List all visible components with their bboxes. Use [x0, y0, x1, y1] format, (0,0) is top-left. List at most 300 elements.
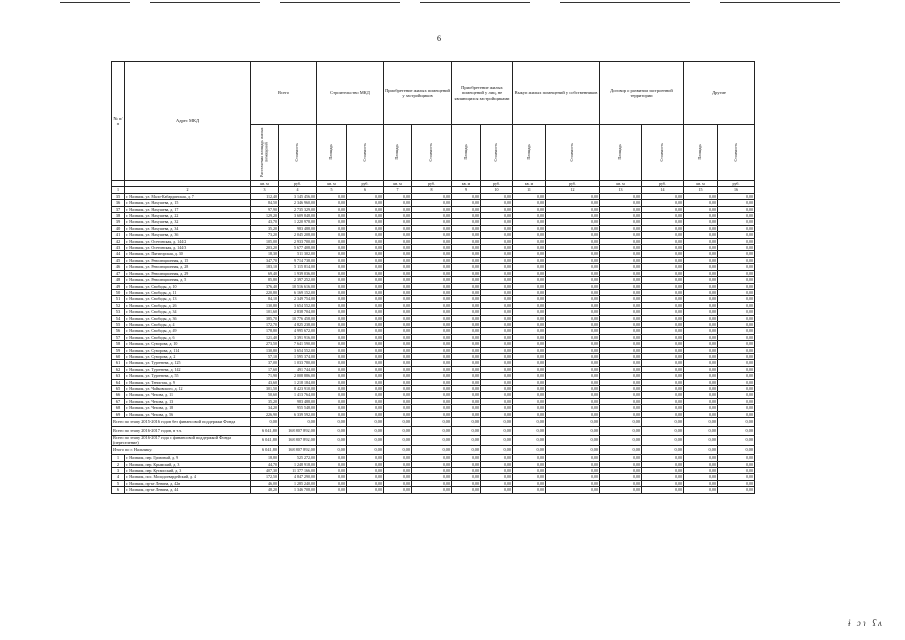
cell-zero: 0,00 [513, 392, 546, 398]
cell-zero: 0,00 [481, 366, 513, 372]
cell-zero: 0,00 [642, 309, 684, 315]
cell-total-cost: 2 008 886,00 [279, 373, 317, 379]
cell-total-area: 112,40 [251, 193, 279, 199]
top-rule [150, 2, 260, 3]
cell-zero: 0,00 [718, 277, 755, 283]
cell-total-area: 73,20 [251, 232, 279, 238]
cell-row-number: 61 [112, 360, 125, 366]
cell-zero: 0,00 [481, 321, 513, 327]
cell-zero: 0,00 [452, 238, 481, 244]
cell-zero: 0,00 [513, 379, 546, 385]
cell-zero: 0,00 [317, 405, 347, 411]
cell-zero: 0,00 [412, 193, 452, 199]
cell-zero: 0,00 [452, 321, 481, 327]
cell-row-number: 60 [112, 353, 125, 359]
cell-zero: 0,00 [384, 321, 412, 327]
cell-zero: 0,00 [684, 213, 718, 219]
unit-rub: руб. [347, 181, 384, 187]
cell-total-cost: 4 995 672,00 [279, 328, 317, 334]
cell-row-number: 65 [112, 386, 125, 392]
cell-zero: 0,00 [317, 277, 347, 283]
cell-zero: 0,00 [317, 334, 347, 340]
cell-zero: 0,00 [452, 436, 481, 446]
header-total: Всего [251, 62, 317, 125]
cell-zero: 0,00 [384, 213, 412, 219]
cell-zero: 0,00 [317, 398, 347, 404]
cell-zero: 0,00 [642, 405, 684, 411]
cell-zero: 0,00 [546, 373, 600, 379]
cell-zero: 0,00 [513, 341, 546, 347]
cell-zero: 0,00 [546, 245, 600, 251]
cell-zero: 0,00 [513, 257, 546, 263]
cell-zero: 0,00 [513, 321, 546, 327]
cell-zero: 0,00 [684, 341, 718, 347]
cell-zero: 0,00 [642, 392, 684, 398]
cell-zero: 0,00 [642, 289, 684, 295]
cell-zero: 0,00 [642, 366, 684, 372]
cell-zero: 0,00 [600, 461, 642, 467]
cell-total-area: 35,20 [251, 398, 279, 404]
cell-zero: 0,00 [513, 232, 546, 238]
summary-label: Итого по г. Нальчику: [112, 446, 251, 455]
cell-zero: 0,00 [384, 436, 412, 446]
cell-zero: 0,00 [546, 455, 600, 461]
cell-zero: 0,00 [347, 257, 384, 263]
cell-total-area: 101,60 [251, 309, 279, 315]
cell-address: г. Нальчик, пер. Гризоный, д. 9 [125, 455, 251, 461]
cell-zero: 0,00 [513, 487, 546, 493]
cell-zero: 0,00 [718, 392, 755, 398]
cell-total-cost: 983 488,00 [279, 398, 317, 404]
cell-zero: 0,00 [513, 436, 546, 446]
cell-zero: 0,00 [513, 446, 546, 455]
cell-total-cost: 1 939 036,00 [279, 270, 317, 276]
cell-address: г. Нальчик, ул. Тургенева, д. 55 [125, 373, 251, 379]
cell-zero: 0,00 [412, 468, 452, 474]
cell-zero: 0,00 [347, 200, 384, 206]
cell-row-number: 48 [112, 277, 125, 283]
header-area: Площадь [684, 125, 718, 181]
cell-zero: 0,00 [546, 468, 600, 474]
cell-zero: 0,00 [384, 480, 412, 486]
cell-address: г. Нальчик, ул. Суворова, д. 114 [125, 347, 251, 353]
cell-total-area: 105,00 [251, 238, 279, 244]
cell-address: г. Нальчик, ул. Нахушева, д. 36 [125, 232, 251, 238]
cell-zero: 0,00 [384, 379, 412, 385]
cell-zero: 0,00 [412, 225, 452, 231]
cell-zero: 0,00 [384, 200, 412, 206]
cell-zero: 0,00 [600, 436, 642, 446]
cell-address: г. Нальчик, пос. Молодогвардейский, д. 4 [125, 474, 251, 480]
cell-zero: 0,00 [452, 468, 481, 474]
cell-zero: 0,00 [384, 427, 412, 436]
cell-total-area: 97,90 [251, 206, 279, 212]
cell-zero: 0,00 [347, 392, 384, 398]
cell-zero: 0,00 [452, 302, 481, 308]
cell-zero: 0,00 [317, 427, 347, 436]
cell-zero: 0,00 [546, 480, 600, 486]
cell-zero: 0,00 [718, 427, 755, 436]
cell-zero: 0,00 [317, 386, 347, 392]
cell-zero: 0,00 [513, 251, 546, 257]
cell-total-area: 84,50 [251, 200, 279, 206]
cell-zero: 0,00 [347, 321, 384, 327]
cell-zero: 0,00 [347, 436, 384, 446]
cell-total-area: 407,30 [251, 468, 279, 474]
column-number: 12 [546, 187, 600, 193]
cell-zero: 0,00 [600, 225, 642, 231]
cell-row-number: 37 [112, 206, 125, 212]
header-row-groups [112, 62, 755, 125]
cell-total-cost: 3 609 848,00 [279, 213, 317, 219]
cell-zero: 0,00 [317, 487, 347, 493]
cell-zero: 0,00 [684, 446, 718, 455]
cell-row-number: 46 [112, 264, 125, 270]
cell-zero: 0,00 [317, 296, 347, 302]
cell-zero: 0,00 [513, 289, 546, 295]
cell-zero: 0,00 [600, 386, 642, 392]
cell-zero: 0,00 [718, 418, 755, 427]
cell-zero: 0,00 [317, 468, 347, 474]
cell-address: г. Нальчик, ул. Революционная, д. 15 [125, 257, 251, 263]
cell-address: г. Нальчик, ул. Суворова, д. 2 [125, 353, 251, 359]
cell-zero: 0,00 [481, 309, 513, 315]
cell-zero: 0,00 [642, 219, 684, 225]
cell-zero: 0,00 [452, 455, 481, 461]
cell-zero: 0,00 [642, 487, 684, 493]
cell-zero: 0,00 [718, 321, 755, 327]
cell-zero: 0,00 [481, 315, 513, 321]
cell-zero: 0,00 [412, 418, 452, 427]
cell-zero: 0,00 [384, 446, 412, 455]
cell-zero: 0,00 [684, 200, 718, 206]
cell-zero: 0,00 [481, 283, 513, 289]
cell-total-cost: 525 272,00 [279, 455, 317, 461]
cell-zero: 0,00 [642, 264, 684, 270]
cell-zero: 0,00 [452, 379, 481, 385]
cell-zero: 0,00 [452, 366, 481, 372]
cell-zero: 0,00 [384, 315, 412, 321]
header-cost: Стоимость [412, 125, 452, 181]
cell-zero: 0,00 [513, 360, 546, 366]
cell-address: г. Нальчик, ул. Пятигорская, д. 30 [125, 251, 251, 257]
cell-zero: 0,00 [684, 283, 718, 289]
cell-zero: 0,00 [317, 245, 347, 251]
cell-zero: 0,00 [317, 219, 347, 225]
header-num: № п/п [112, 62, 125, 181]
cell-zero: 0,00 [481, 232, 513, 238]
cell-zero: 0,00 [452, 353, 481, 359]
cell-zero: 0,00 [317, 270, 347, 276]
cell-zero: 0,00 [546, 427, 600, 436]
cell-zero: 0,00 [347, 334, 384, 340]
cell-zero: 0,00 [481, 302, 513, 308]
cell-zero: 0,00 [718, 264, 755, 270]
cell-zero: 0,00 [347, 245, 384, 251]
header-cost: Стоимость [347, 125, 384, 181]
cell-zero: 0,00 [546, 386, 600, 392]
cell-zero: 0,00 [684, 386, 718, 392]
cell-address: г. Нальчик, ул. Свободы, д. 36 [125, 315, 251, 321]
cell-zero: 0,00 [642, 251, 684, 257]
cell-zero: 0,00 [347, 219, 384, 225]
column-number: 8 [412, 187, 452, 193]
cell-zero: 0,00 [317, 373, 347, 379]
cell-zero: 0,00 [481, 328, 513, 334]
cell-zero: 0,00 [718, 251, 755, 257]
cell-zero: 0,00 [546, 418, 600, 427]
cell-total-cost: 2 735 329,00 [279, 206, 317, 212]
cell-zero: 0,00 [600, 270, 642, 276]
cell-zero: 0,00 [347, 480, 384, 486]
cell-zero: 0,00 [642, 302, 684, 308]
cell-zero: 0,00 [684, 277, 718, 283]
cell-zero: 0,00 [317, 328, 347, 334]
cell-zero: 0,00 [452, 315, 481, 321]
header-cost: Стоимость [642, 125, 684, 181]
unit-sqm: кв. м [684, 181, 718, 187]
cell-zero: 0,00 [412, 257, 452, 263]
cell-zero: 0,00 [513, 315, 546, 321]
cell-zero: 0,00 [642, 474, 684, 480]
column-number: 15 [684, 187, 718, 193]
cell-zero: 0,00 [642, 296, 684, 302]
cell-zero: 0,00 [684, 232, 718, 238]
cell-total-cost: 1 033 780,00 [279, 360, 317, 366]
cell-zero: 0,00 [412, 232, 452, 238]
cell-zero: 0,00 [718, 455, 755, 461]
cell-zero: 0,00 [513, 474, 546, 480]
cell-zero: 0,00 [317, 474, 347, 480]
cell-zero: 0,00 [546, 392, 600, 398]
header-area: Площадь [384, 125, 412, 181]
column-number: 1 [112, 187, 125, 193]
cell-row-number: 64 [112, 379, 125, 385]
cell-address: г. Нальчик, ул. Свободы, д. 26 [125, 302, 251, 308]
cell-zero: 0,00 [452, 277, 481, 283]
cell-zero: 0,00 [384, 328, 412, 334]
cell-zero: 0,00 [642, 446, 684, 455]
cell-zero: 0,00 [317, 321, 347, 327]
cell-zero: 0,00 [718, 257, 755, 263]
cell-total-cost: 6 169 152,00 [279, 289, 317, 295]
cell-zero: 0,00 [347, 418, 384, 427]
cell-total-cost: 3 391 916,00 [279, 334, 317, 340]
cell-total-cost: 11 377 166,00 [279, 468, 317, 474]
cell-zero: 0,00 [384, 373, 412, 379]
cell-address: г. Нальчик, ул. Осетинская, д. 144/2 [125, 238, 251, 244]
cell-row-number: 4 [112, 474, 125, 480]
cell-zero: 0,00 [513, 418, 546, 427]
cell-total-area: 172,70 [251, 321, 279, 327]
cell-zero: 0,00 [600, 232, 642, 238]
cell-total-cost: 2 933 700,00 [279, 238, 317, 244]
cell-address: г. Нальчик, ул. Чехова, д. 13 [125, 398, 251, 404]
cell-row-number: 57 [112, 334, 125, 340]
cell-zero: 0,00 [718, 405, 755, 411]
cell-zero: 0,00 [718, 315, 755, 321]
cell-zero: 0,00 [347, 283, 384, 289]
cell-total-area: 6 041,80 [251, 427, 279, 436]
cell-zero: 0,00 [642, 200, 684, 206]
cell-zero: 0,00 [684, 373, 718, 379]
cell-zero: 0,00 [546, 257, 600, 263]
cell-address: г. Нальчик, пр-кт Ленина, д. 44 [125, 487, 251, 493]
cell-row-number: 49 [112, 283, 125, 289]
cell-zero: 0,00 [384, 251, 412, 257]
cell-zero: 0,00 [718, 302, 755, 308]
cell-zero: 0,00 [546, 436, 600, 446]
cell-row-number: 38 [112, 213, 125, 219]
cell-zero: 0,00 [684, 225, 718, 231]
unit-sqm: кв. м [251, 181, 279, 187]
cell-zero: 0,00 [600, 219, 642, 225]
unit-sqm: кв. м [600, 181, 642, 187]
cell-zero: 0,00 [642, 455, 684, 461]
cell-zero: 0,00 [347, 270, 384, 276]
cell-zero: 0,00 [384, 461, 412, 467]
cell-total-cost: 3 654 552,00 [279, 302, 317, 308]
cell-total-area: 129,20 [251, 213, 279, 219]
column-number: 4 [279, 187, 317, 193]
table-row [112, 487, 755, 493]
cell-zero: 0,00 [600, 455, 642, 461]
cell-zero: 0,00 [412, 302, 452, 308]
cell-zero: 0,00 [347, 206, 384, 212]
cell-row-number: 6 [112, 487, 125, 493]
cell-zero: 0,00 [347, 405, 384, 411]
cell-row-number: 63 [112, 373, 125, 379]
cell-zero: 0,00 [718, 468, 755, 474]
cell-zero: 0,00 [412, 277, 452, 283]
cell-zero: 0,00 [684, 238, 718, 244]
cell-zero: 0,00 [452, 328, 481, 334]
cell-zero: 0,00 [452, 219, 481, 225]
cell-zero: 0,00 [546, 405, 600, 411]
cell-zero: 0,00 [384, 296, 412, 302]
cell-zero: 0,00 [481, 213, 513, 219]
cell-zero: 0,00 [452, 296, 481, 302]
cell-zero: 0,00 [718, 411, 755, 417]
cell-zero: 0,00 [481, 474, 513, 480]
cell-zero: 0,00 [513, 225, 546, 231]
cell-zero: 0,00 [546, 446, 600, 455]
cell-zero: 0,00 [317, 283, 347, 289]
cell-zero: 0,00 [317, 200, 347, 206]
cell-zero: 0,00 [600, 480, 642, 486]
cell-zero: 0,00 [412, 379, 452, 385]
cell-zero: 0,00 [513, 270, 546, 276]
cell-zero: 0,00 [718, 360, 755, 366]
cell-zero: 0,00 [317, 238, 347, 244]
cell-zero: 0,00 [513, 366, 546, 372]
cell-zero: 0,00 [684, 411, 718, 417]
cell-zero: 0,00 [481, 386, 513, 392]
cell-zero: 0,00 [384, 341, 412, 347]
cell-zero: 0,00 [642, 373, 684, 379]
cell-row-number: 35 [112, 193, 125, 199]
cell-zero: 0,00 [513, 193, 546, 199]
cell-zero: 0,00 [642, 245, 684, 251]
cell-total-area: 46,00 [251, 480, 279, 486]
cell-zero: 0,00 [347, 446, 384, 455]
cell-zero: 0,00 [642, 360, 684, 366]
cell-zero: 0,00 [600, 347, 642, 353]
column-number: 7 [384, 187, 412, 193]
cell-total-area: 6 041,80 [251, 446, 279, 455]
cell-zero: 0,00 [412, 366, 452, 372]
cell-total-cost: 10 516 616,00 [279, 283, 317, 289]
cell-total-area: 226,90 [251, 411, 279, 417]
cell-zero: 0,00 [412, 474, 452, 480]
cell-zero: 0,00 [718, 341, 755, 347]
header-address: Адрес МКД [125, 62, 251, 181]
cell-zero: 0,00 [412, 398, 452, 404]
cell-zero: 0,00 [317, 341, 347, 347]
cell-zero: 0,00 [718, 270, 755, 276]
cell-zero: 0,00 [481, 270, 513, 276]
cell-total-area: 6 041,80 [251, 436, 279, 446]
cell-zero: 0,00 [684, 360, 718, 366]
cell-zero: 0,00 [642, 270, 684, 276]
cell-zero: 0,00 [384, 405, 412, 411]
cell-zero: 0,00 [452, 392, 481, 398]
cell-zero: 0,00 [684, 405, 718, 411]
cell-zero: 0,00 [513, 219, 546, 225]
cell-total-area: 130,80 [251, 347, 279, 353]
cell-total-area: 85,80 [251, 277, 279, 283]
cell-zero: 0,00 [642, 386, 684, 392]
cell-zero: 0,00 [317, 251, 347, 257]
cell-zero: 0,00 [684, 193, 718, 199]
cell-total-cost: 3 654 552,00 [279, 347, 317, 353]
cell-zero: 0,00 [513, 427, 546, 436]
cell-zero: 0,00 [513, 328, 546, 334]
cell-zero: 0,00 [684, 436, 718, 446]
cell-zero: 0,00 [347, 379, 384, 385]
cell-address: г. Нальчик, ул. Чайковского, д. 12 [125, 386, 251, 392]
cell-zero: 0,00 [513, 302, 546, 308]
cell-zero: 0,00 [718, 480, 755, 486]
cell-zero: 0,00 [412, 411, 452, 417]
cell-row-number: 5 [112, 480, 125, 486]
cell-row-number: 39 [112, 219, 125, 225]
cell-zero: 0,00 [684, 270, 718, 276]
cell-total-cost: 4 825 238,00 [279, 321, 317, 327]
cell-total-area: 172,50 [251, 474, 279, 480]
table-row [112, 427, 755, 436]
header-cost: Стоимость [279, 125, 317, 181]
cell-zero: 0,00 [642, 321, 684, 327]
cell-zero: 0,00 [684, 315, 718, 321]
header-buyout: Выкуп жилых помещений у собственников [513, 62, 600, 125]
cell-zero: 0,00 [347, 366, 384, 372]
unit-rub: руб. [279, 181, 317, 187]
cell-zero: 0,00 [317, 309, 347, 315]
cell-zero: 0,00 [384, 347, 412, 353]
cell-zero: 0,00 [412, 309, 452, 315]
cell-zero: 0,00 [412, 296, 452, 302]
cell-address: г. Нальчик, ул. Тургенева, д. 142 [125, 366, 251, 372]
cell-row-number: 43 [112, 245, 125, 251]
cell-zero: 0,00 [452, 446, 481, 455]
cell-total-area: 84,10 [251, 296, 279, 302]
column-number: 16 [718, 187, 755, 193]
cell-zero: 0,00 [317, 347, 347, 353]
cell-zero: 0,00 [684, 296, 718, 302]
cell-zero: 0,00 [481, 353, 513, 359]
cell-total-cost: 168 807 892,00 [279, 436, 317, 446]
